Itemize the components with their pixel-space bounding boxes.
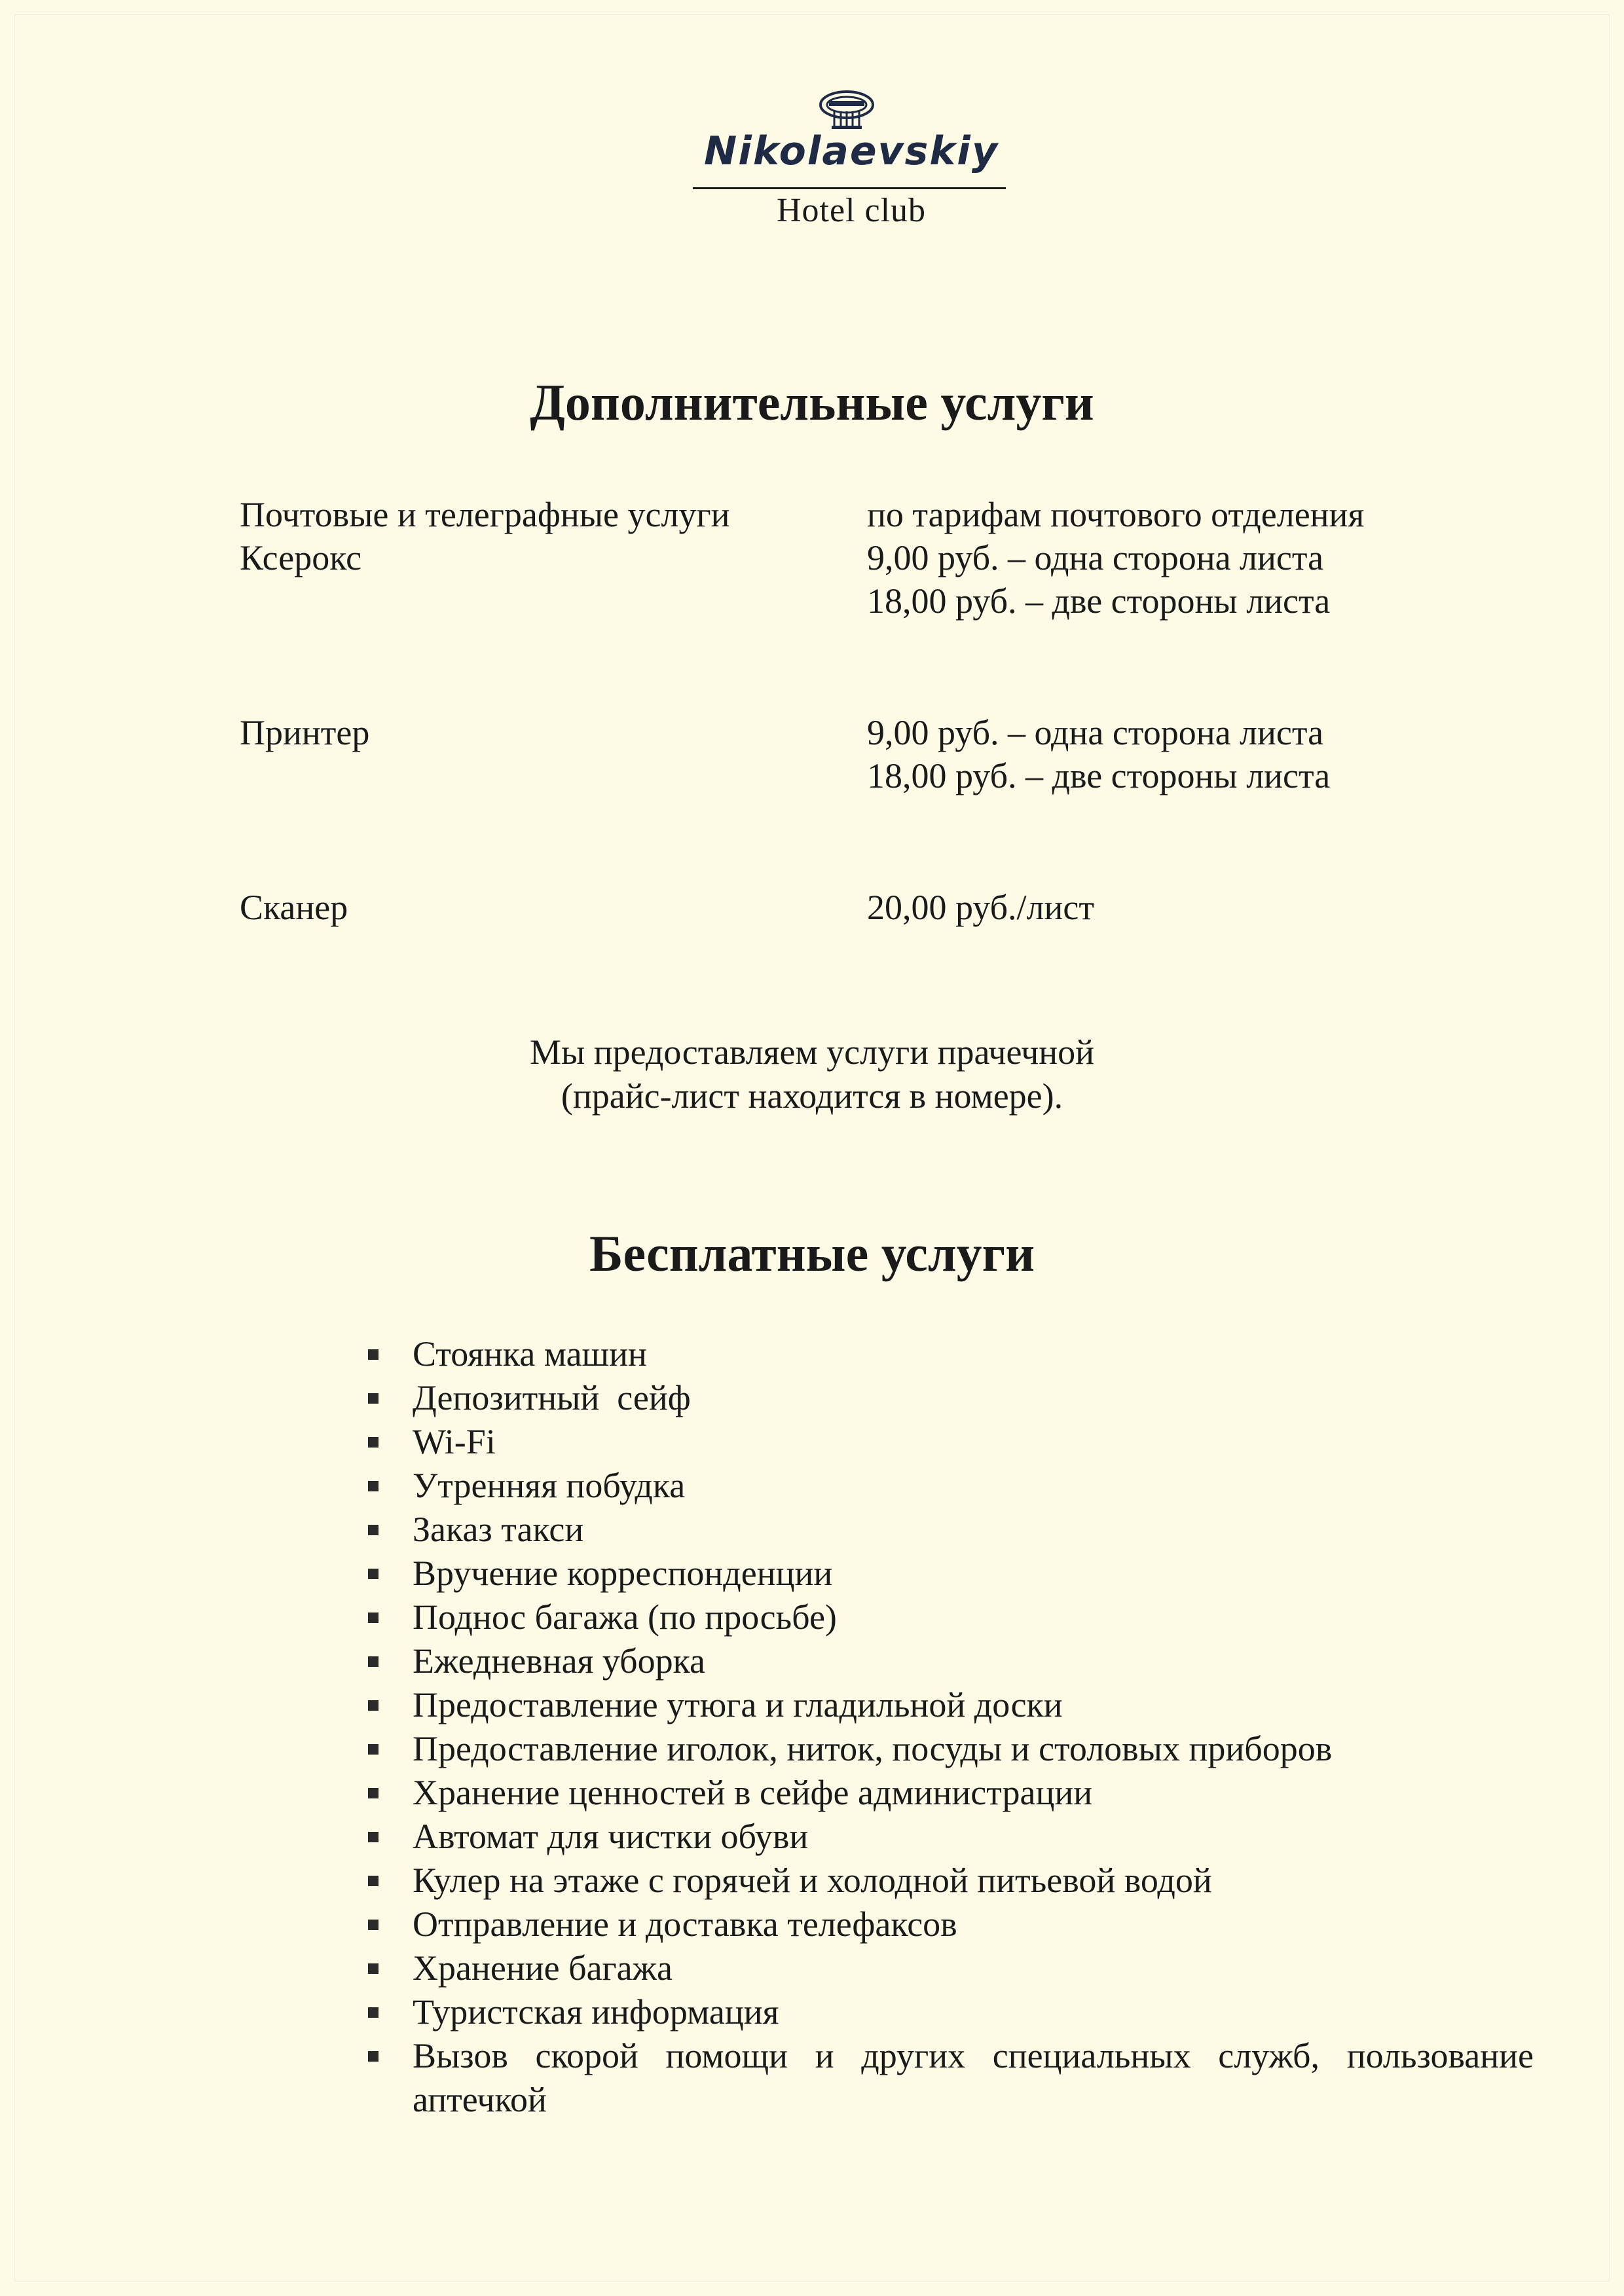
square-bullet-icon [368,1744,378,1755]
square-bullet-icon [368,1656,378,1667]
service-label-scanner: Сканер [240,888,348,927]
logo-divider [693,187,1006,189]
list-item: Заказ такси [368,1508,1534,1552]
square-bullet-icon [368,1963,378,1974]
list-item: Туристская информация [368,1990,1534,2034]
list-item: Автомат для чистки обуви [368,1815,1534,1859]
list-item: Депозитный сейф [368,1376,1534,1420]
service-price-scanner: 20,00 руб./лист [867,888,1094,927]
square-bullet-icon [368,2007,378,2018]
list-item: Хранение ценностей в сейфе администрации [368,1771,1534,1815]
service-label-printer: Принтер [240,713,370,752]
square-bullet-icon [368,1393,378,1404]
service-price-printer-two-sides: 18,00 руб. – две стороны листа [867,756,1331,795]
square-bullet-icon [368,1876,378,1886]
list-item: Поднос багажа (по просьбе) [368,1595,1534,1639]
list-item: Вручение корреспонденции [368,1552,1534,1595]
square-bullet-icon [368,1569,378,1579]
laundry-note-line-1: Мы предоставляем услуги прачечной [529,1032,1095,1072]
hotel-logo-subtitle: Hotel club [776,192,927,229]
list-item: Утренняя побудка [368,1464,1534,1508]
square-bullet-icon [368,1613,378,1623]
list-item: Стоянка машин [368,1332,1534,1376]
service-price-postal: по тарифам почтового отделения [867,495,1365,534]
square-bullet-icon [368,1920,378,1930]
square-bullet-icon [368,1525,378,1535]
service-price-xerox-two-sides: 18,00 руб. – две стороны листа [867,581,1331,621]
hotel-logo-wordmark: Nikolaevskiy [704,128,999,174]
square-bullet-icon [368,1437,378,1448]
free-services-title: Бесплатные услуги [589,1225,1035,1282]
list-item: Вызов скорой помощи и других специальных служб, пользование аптечкой [368,2034,1534,2122]
laundry-note-line-2: (прайс-лист находится в номере). [561,1076,1063,1116]
service-price-printer-one-side: 9,00 руб. – одна сторона листа [867,713,1324,752]
square-bullet-icon [368,1349,378,1360]
square-bullet-icon [368,1481,378,1491]
service-price-xerox-one-side: 9,00 руб. – одна сторона листа [867,538,1324,577]
service-label-postal: Почтовые и телеграфные услуги [240,495,730,534]
list-item: Предоставление утюга и гладильной доски [368,1683,1534,1727]
list-item: Отправление и доставка телефаксов [368,1903,1534,1946]
free-services-list [368,1332,1534,2122]
square-bullet-icon [368,1788,378,1798]
square-bullet-icon [368,1832,378,1842]
list-item: Кулер на этаже с горячей и холодной питьевой водой [368,1859,1534,1903]
extra-services-title: Дополнительные услуги [530,374,1094,431]
list-item: Хранение багажа [368,1946,1534,1990]
list-item: Wi-Fi [368,1420,1534,1464]
list-item: Предоставление иголок, ниток, посуды и столовых приборов [368,1727,1534,1771]
square-bullet-icon [368,2051,378,2062]
square-bullet-icon [368,1700,378,1711]
service-label-xerox: Ксерокс [240,538,362,577]
list-item: Ежедневная уборка [368,1639,1534,1683]
